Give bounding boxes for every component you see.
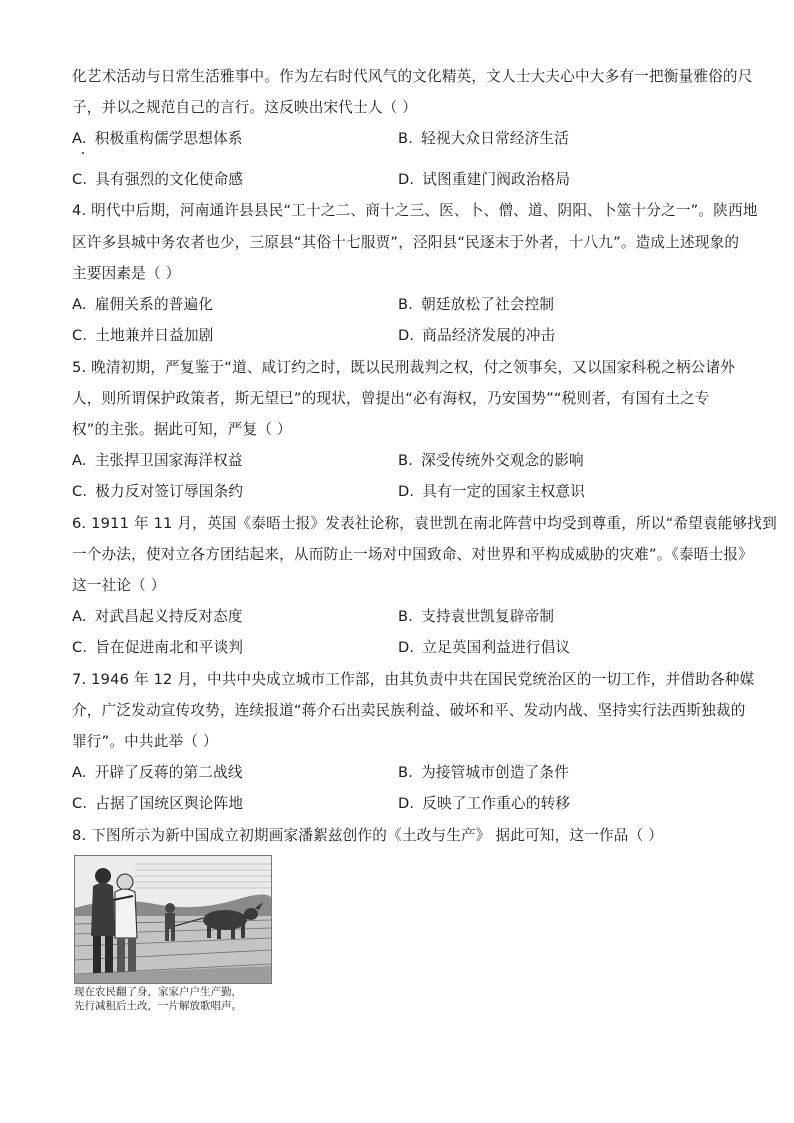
q7-option-b[interactable]: B. 为接管城市创造了条件 [398, 764, 570, 781]
q7-option-d[interactable]: D. 反映了工作重心的转移 [398, 795, 571, 812]
q4-option-a[interactable]: A. 雇佣关系的普遍化 [72, 296, 214, 313]
q3-option-b[interactable]: B. 轻视大众日常经济生活 [398, 130, 570, 147]
q7-stem-line-2: 介，广泛发动宣传攻势，连续报道“蒋介石出卖民族利益、破坏和平、发动内战、坚持实行法西斯独裁的 [72, 702, 746, 719]
q3-stem-line-1: 化艺术活动与日常生活雅事中。作为左右时代风气的文化精英，文人士大夫心中大多有一把衡量雅俗的尺 [72, 68, 753, 85]
stray-dot-mark [82, 152, 84, 154]
q5-option-c[interactable]: C. 极力反对签订辱国条约 [72, 483, 244, 500]
q6-option-c[interactable]: C. 旨在促进南北和平谈判 [72, 639, 244, 656]
q6-stem-line-1: 6. 1911 年 11 月，英国《泰晤士报》发表社论称，袁世凯在南北阵营中均受到尊重，所以“希望袁能够找到 [72, 515, 777, 532]
q3-option-a[interactable]: A. 积极重构儒学思想体系 [72, 130, 243, 147]
q7-stem-line-1: 7. 1946 年 12 月，中共中央成立城市工作部，由其负责中共在国民党统治区的一切工作，并借助各种媒 [72, 671, 755, 688]
q4-stem-line-3: 主要因素是（ ） [72, 265, 181, 282]
q3-option-c[interactable]: C. 具有强烈的文化使命感 [72, 171, 244, 188]
q8-stem-line-1: 8. 下图所示为新中国成立初期画家潘絮兹创作的《土改与生产》 据此可知，这一作品（ ） [72, 827, 664, 844]
q6-option-b[interactable]: B. 支持袁世凯复辟帝制 [398, 608, 555, 625]
q4-stem-line-1: 4. 明代中后期，河南通许县县民“工十之二、商十之三、医、卜、僧、道、阴阳、卜筮十分之一”。陕西地 [72, 202, 758, 219]
q4-option-c[interactable]: C. 土地兼并日益加剧 [72, 327, 214, 344]
q6-option-d[interactable]: D. 立足英国利益进行倡议 [398, 639, 571, 656]
q6-stem-line-2: 一个办法，使对立各方团结起来，从而防止一场对中国致命、对世界和平构成威胁的灾难”。《泰晤士报》 [72, 546, 753, 563]
q3-stem-line-2: 子，并以之规范自己的言行。这反映出宋代士人（ ） [72, 99, 418, 116]
q7-option-a[interactable]: A. 开辟了反蒋的第二战线 [72, 764, 243, 781]
q4-option-d[interactable]: D. 商品经济发展的冲击 [398, 327, 556, 344]
q5-option-b[interactable]: B. 深受传统外交观念的影响 [398, 452, 584, 469]
q5-stem-line-3: 权”的主张。据此可知，严复（ ） [72, 421, 292, 438]
q5-option-d[interactable]: D. 具有一定的国家主权意识 [398, 483, 586, 500]
woodcut-illustration [74, 855, 272, 984]
illustration-caption-line-1: 现在农民翻了身，家家户户生产勤， [74, 986, 242, 998]
q7-stem-line-3: 罪行”。中共此举（ ） [72, 733, 218, 750]
q6-stem-line-3: 这一社论（ ） [72, 577, 166, 594]
q7-option-c[interactable]: C. 占据了国统区舆论阵地 [72, 795, 244, 812]
q4-option-b[interactable]: B. 朝廷放松了社会控制 [398, 296, 555, 313]
q5-stem-line-2: 人，则所谓保护政策者，斯无望已”的现状，曾提出“必有海权，乃安国势”“税则者，有国有土之专 [72, 390, 710, 407]
q5-stem-line-1: 5. 晚清初期，严复鉴于“道、咸订约之时，既以民刑裁判之权，付之领事矣，又以国家科税之柄公诸外 [72, 359, 736, 376]
q6-option-a[interactable]: A. 对武昌起义持反对态度 [72, 608, 243, 625]
q3-option-d[interactable]: D. 试图重建门阀政治格局 [398, 171, 571, 188]
q5-option-a[interactable]: A. 主张捍卫国家海洋权益 [72, 452, 243, 469]
illustration-caption-line-2: 先行减租后土改，一片解放歌唱声。 [74, 1000, 242, 1012]
q4-stem-line-2: 区许多县城中务农者也少，三原县“其俗十七服贾”，泾阳县“民逐末于外者，十八九”。造成上述现象的 [72, 234, 740, 251]
